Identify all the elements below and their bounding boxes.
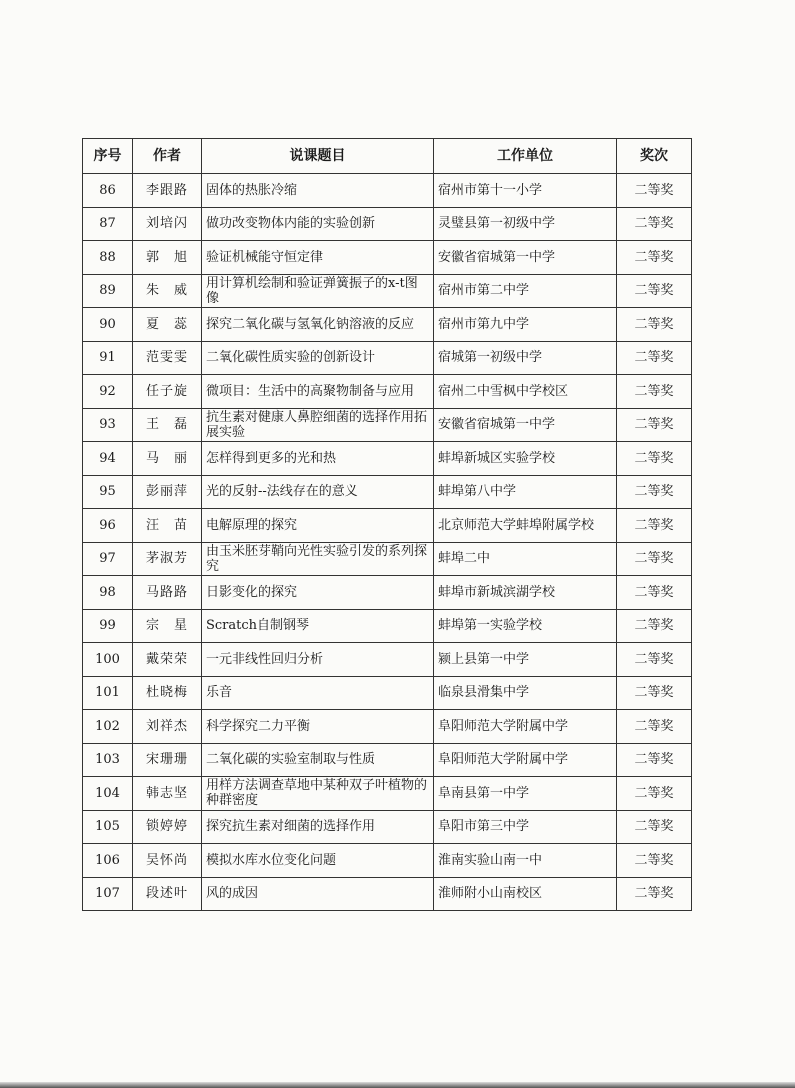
cell-award: 二等奖	[617, 676, 692, 710]
cell-author: 宗 星	[133, 609, 202, 643]
cell-unit: 蚌埠市新城滨湖学校	[434, 576, 617, 610]
cell-author: 范雯雯	[133, 341, 202, 375]
table-body	[83, 174, 692, 911]
cell-author: 宋珊珊	[133, 743, 202, 777]
cell-topic: 微项目：生活中的高聚物制备与应用	[202, 375, 434, 409]
award-table-container	[82, 138, 691, 911]
table-row	[83, 810, 692, 844]
cell-unit: 蚌埠第一实验学校	[434, 609, 617, 643]
cell-topic: 光的反射--法线存在的意义	[202, 475, 434, 509]
cell-award: 二等奖	[617, 542, 692, 576]
cell-unit: 淮南实验山南一中	[434, 844, 617, 878]
cell-unit: 阜阳师范大学附属中学	[434, 743, 617, 777]
cell-author: 王 磊	[133, 408, 202, 442]
cell-unit: 临泉县滑集中学	[434, 676, 617, 710]
table-row	[83, 509, 692, 543]
cell-award: 二等奖	[617, 207, 692, 241]
cell-topic: 探究二氧化碳与氢氧化钠溶液的反应	[202, 308, 434, 342]
cell-award: 二等奖	[617, 810, 692, 844]
cell-author: 马路路	[133, 576, 202, 610]
cell-award: 二等奖	[617, 877, 692, 911]
cell-number: 97	[83, 542, 133, 576]
cell-author: 杜晓梅	[133, 676, 202, 710]
cell-number: 89	[83, 274, 133, 308]
cell-award: 二等奖	[617, 710, 692, 744]
table-row	[83, 710, 692, 744]
cell-topic: 固体的热胀冷缩	[202, 174, 434, 208]
cell-unit: 颍上县第一中学	[434, 643, 617, 677]
award-table	[82, 138, 692, 911]
cell-topic: 由玉米胚芽鞘向光性实验引发的系列探究	[202, 542, 434, 576]
cell-author: 马 丽	[133, 442, 202, 476]
cell-unit: 蚌埠二中	[434, 542, 617, 576]
header-author: 作者	[133, 139, 202, 174]
cell-unit: 淮师附小山南校区	[434, 877, 617, 911]
cell-topic: 抗生素对健康人鼻腔细菌的选择作用拓展实验	[202, 408, 434, 442]
cell-award: 二等奖	[617, 777, 692, 811]
cell-author: 任子旋	[133, 375, 202, 409]
cell-unit: 蚌埠第八中学	[434, 475, 617, 509]
cell-number: 86	[83, 174, 133, 208]
table-row	[83, 743, 692, 777]
cell-number: 99	[83, 609, 133, 643]
cell-author: 戴荣荣	[133, 643, 202, 677]
cell-award: 二等奖	[617, 743, 692, 777]
table-row	[83, 576, 692, 610]
cell-award: 二等奖	[617, 241, 692, 275]
cell-topic: 电解原理的探究	[202, 509, 434, 543]
cell-number: 92	[83, 375, 133, 409]
cell-topic: 二氧化碳的实验室制取与性质	[202, 743, 434, 777]
cell-topic: 二氧化碳性质实验的创新设计	[202, 341, 434, 375]
cell-unit: 宿城第一初级中学	[434, 341, 617, 375]
cell-author: 汪 苗	[133, 509, 202, 543]
cell-topic: 做功改变物体内能的实验创新	[202, 207, 434, 241]
cell-award: 二等奖	[617, 576, 692, 610]
table-row	[83, 609, 692, 643]
scan-edge	[0, 1082, 795, 1088]
table-row	[83, 308, 692, 342]
cell-unit: 宿州市第十一小学	[434, 174, 617, 208]
cell-unit: 蚌埠新城区实验学校	[434, 442, 617, 476]
cell-award: 二等奖	[617, 475, 692, 509]
cell-unit: 北京师范大学蚌埠附属学校	[434, 509, 617, 543]
cell-topic: Scratch自制钢琴	[202, 609, 434, 643]
cell-number: 105	[83, 810, 133, 844]
cell-unit: 阜阳师范大学附属中学	[434, 710, 617, 744]
table-row	[83, 676, 692, 710]
cell-author: 刘培闪	[133, 207, 202, 241]
cell-number: 103	[83, 743, 133, 777]
cell-number: 88	[83, 241, 133, 275]
cell-topic: 验证机械能守恒定律	[202, 241, 434, 275]
cell-award: 二等奖	[617, 375, 692, 409]
cell-topic: 乐音	[202, 676, 434, 710]
table-row	[83, 844, 692, 878]
cell-award: 二等奖	[617, 174, 692, 208]
cell-topic: 风的成因	[202, 877, 434, 911]
cell-topic: 怎样得到更多的光和热	[202, 442, 434, 476]
cell-unit: 阜阳市第三中学	[434, 810, 617, 844]
header-unit: 工作单位	[434, 139, 617, 174]
cell-number: 98	[83, 576, 133, 610]
cell-author: 刘祥杰	[133, 710, 202, 744]
cell-author: 茅淑芳	[133, 542, 202, 576]
header-topic: 说课题目	[202, 139, 434, 174]
cell-award: 二等奖	[617, 442, 692, 476]
cell-award: 二等奖	[617, 643, 692, 677]
cell-award: 二等奖	[617, 341, 692, 375]
table-row	[83, 408, 692, 442]
cell-unit: 安徽省宿城第一中学	[434, 408, 617, 442]
cell-author: 段述叶	[133, 877, 202, 911]
cell-author: 李跟路	[133, 174, 202, 208]
header-number: 序号	[83, 139, 133, 174]
table-row	[83, 341, 692, 375]
table-row	[83, 207, 692, 241]
cell-award: 二等奖	[617, 509, 692, 543]
cell-number: 101	[83, 676, 133, 710]
cell-award: 二等奖	[617, 844, 692, 878]
cell-topic: 用样方法调查草地中某种双子叶植物的种群密度	[202, 777, 434, 811]
table-row	[83, 643, 692, 677]
cell-number: 96	[83, 509, 133, 543]
table-row	[83, 777, 692, 811]
cell-number: 90	[83, 308, 133, 342]
header-award: 奖次	[617, 139, 692, 174]
table-row	[83, 542, 692, 576]
cell-number: 94	[83, 442, 133, 476]
cell-number: 107	[83, 877, 133, 911]
cell-topic: 模拟水库水位变化问题	[202, 844, 434, 878]
table-header-row	[83, 139, 692, 174]
cell-unit: 宿州市第九中学	[434, 308, 617, 342]
cell-award: 二等奖	[617, 609, 692, 643]
cell-number: 102	[83, 710, 133, 744]
table-row	[83, 475, 692, 509]
table-row	[83, 241, 692, 275]
cell-author: 锁婷婷	[133, 810, 202, 844]
cell-number: 106	[83, 844, 133, 878]
table-row	[83, 877, 692, 911]
cell-award: 二等奖	[617, 274, 692, 308]
cell-author: 朱 威	[133, 274, 202, 308]
cell-unit: 灵璧县第一初级中学	[434, 207, 617, 241]
cell-author: 吴怀尚	[133, 844, 202, 878]
cell-unit: 安徽省宿城第一中学	[434, 241, 617, 275]
cell-author: 韩志坚	[133, 777, 202, 811]
cell-number: 104	[83, 777, 133, 811]
cell-topic: 日影变化的探究	[202, 576, 434, 610]
cell-author: 彭丽萍	[133, 475, 202, 509]
cell-award: 二等奖	[617, 408, 692, 442]
cell-unit: 宿州二中雪枫中学校区	[434, 375, 617, 409]
cell-topic: 一元非线性回归分析	[202, 643, 434, 677]
cell-number: 91	[83, 341, 133, 375]
cell-number: 87	[83, 207, 133, 241]
table-row	[83, 442, 692, 476]
cell-topic: 探究抗生素对细菌的选择作用	[202, 810, 434, 844]
cell-number: 100	[83, 643, 133, 677]
table-row	[83, 375, 692, 409]
cell-award: 二等奖	[617, 308, 692, 342]
cell-author: 郭 旭	[133, 241, 202, 275]
cell-topic: 科学探究二力平衡	[202, 710, 434, 744]
cell-author: 夏 蕊	[133, 308, 202, 342]
table-row	[83, 274, 692, 308]
table-row	[83, 174, 692, 208]
cell-unit: 宿州市第二中学	[434, 274, 617, 308]
cell-topic: 用计算机绘制和验证弹簧振子的x-t图像	[202, 274, 434, 308]
cell-unit: 阜南县第一中学	[434, 777, 617, 811]
cell-number: 93	[83, 408, 133, 442]
cell-number: 95	[83, 475, 133, 509]
